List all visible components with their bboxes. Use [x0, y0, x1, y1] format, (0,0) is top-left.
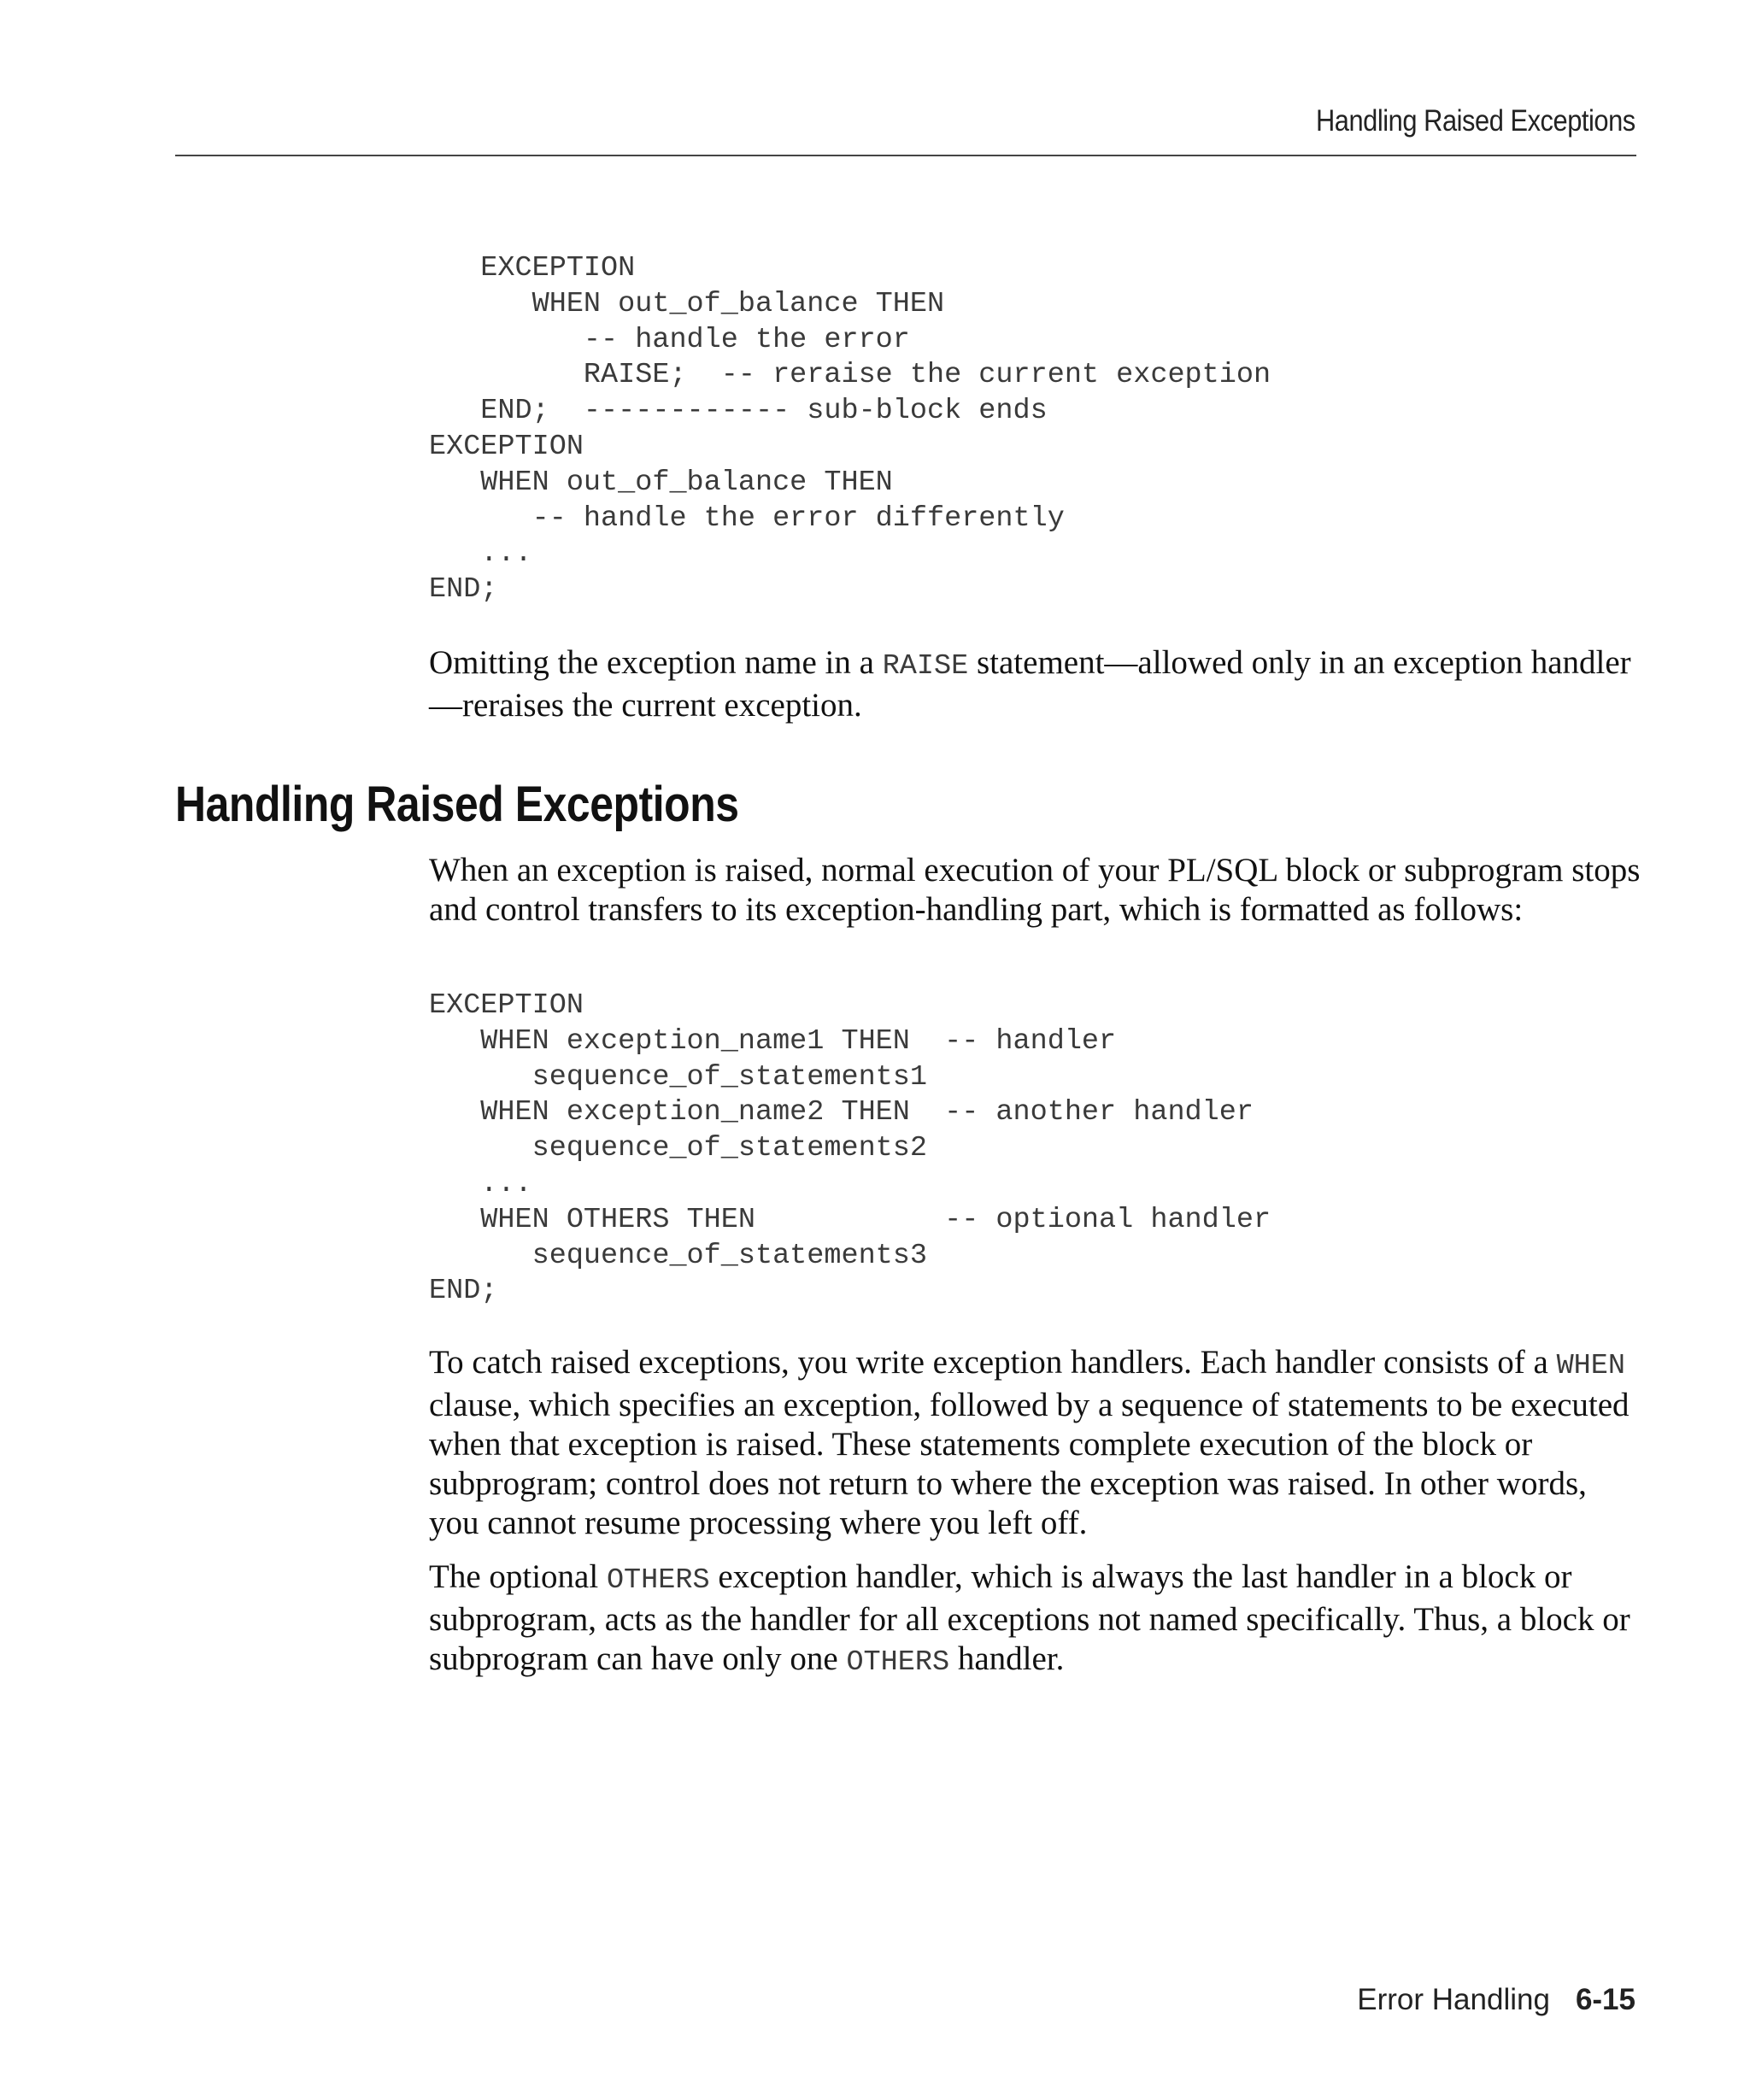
text-run: exception handler, which is always the last handler in a block or subprogram, acts as the handler for all exceptions not named specifically. Thus, a block or subprogram can have only one [429, 1558, 1630, 1677]
inline-code-raise: RAISE [882, 650, 969, 683]
text-run: clause, which specifies an exception, followed by a sequence of statements to be executed when that exception is raised. These statements complete execution of the block or subprogram; control does not return to where the exception was raised. In other words, you cannot resume processing where you left off. [429, 1387, 1630, 1541]
header-rule [175, 155, 1636, 156]
section-title: Handling Raised Exceptions [175, 777, 739, 832]
page-footer [1357, 1983, 1635, 2017]
text-run: Omitting the exception name in a [429, 644, 883, 681]
text-run: The optional [429, 1558, 607, 1595]
running-header: Handling Raised Exceptions [1316, 104, 1635, 138]
code-block-subblock-reraise: EXCEPTION WHEN out_of_balance THEN -- handle the error RAISE; -- reraise the current exception END; ------------ sub-block ends EXCEPTION WHEN out_of_balance THEN -- handle the error differently ... END; [429, 252, 1271, 607]
code-block-exception-syntax: EXCEPTION WHEN exception_name1 THEN -- handler sequence_of_statements1 WHEN exception_name2 THEN -- another handler sequence_of_statements2 ... WHEN OTHERS THEN -- optional handler sequence_of_statements3 END; [429, 989, 1271, 1308]
text-run: To catch raised exceptions, you write exception handlers. Each handler consists of a [429, 1344, 1557, 1381]
paragraph-intro: When an exception is raised, normal execution of your PL/SQL block or subprogram stops and control transfers to its exception-handling part, which is formatted as follows: [429, 852, 1641, 928]
paragraph-catch-exceptions [429, 1343, 1642, 1543]
text-run: statement—allowed only in an exception handler—reraises the current exception. [429, 644, 1631, 724]
inline-code-when: WHEN [1556, 1350, 1625, 1382]
footer-chapter-title: Error Handling [1357, 1983, 1550, 2016]
paragraph-omit-exception-name [429, 643, 1642, 725]
paragraph-others-handler [429, 1557, 1642, 1682]
page-number: 6-15 [1575, 1983, 1635, 2016]
text-run: handler. [949, 1640, 1065, 1677]
inline-code-others: OTHERS [606, 1564, 710, 1597]
inline-code-others: OTHERS [846, 1646, 950, 1679]
